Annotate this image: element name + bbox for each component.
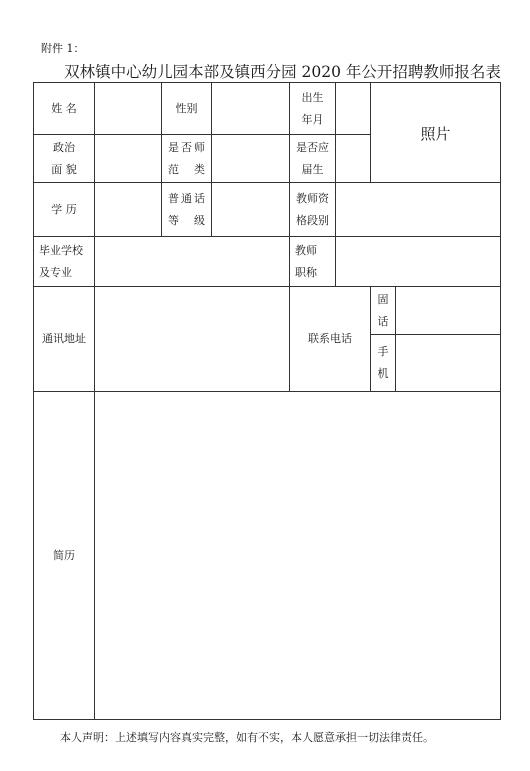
qualification-field[interactable] xyxy=(336,183,501,237)
attachment-label: 附件 1： xyxy=(41,42,85,55)
birth-field[interactable] xyxy=(336,83,371,135)
name-label: 姓 名 xyxy=(34,83,95,135)
gender-field[interactable] xyxy=(212,83,290,135)
declaration-statement: 本人声明：上述填写内容真实完整，如有不实，本人愿意承担一切法律责任。 xyxy=(60,731,434,744)
qualification-label: 教师资 格段别 xyxy=(290,183,336,237)
landline-label: 固 话 xyxy=(371,287,396,335)
phone-label: 联系电话 xyxy=(290,287,371,392)
mandarin-label: 普通话 等级 xyxy=(162,183,212,237)
name-field[interactable] xyxy=(95,83,162,135)
normal-school-label: 是否师 范类 xyxy=(162,135,212,183)
school-major-label: 毕业学校 及专业 xyxy=(34,237,95,287)
education-label: 学 历 xyxy=(34,183,95,237)
resume-field[interactable] xyxy=(95,392,501,720)
mandarin-field[interactable] xyxy=(212,183,290,237)
photo-box[interactable]: 照片 xyxy=(371,83,501,183)
birth-label: 出生 年月 xyxy=(290,83,336,135)
teacher-title-field[interactable] xyxy=(336,237,501,287)
landline-field[interactable] xyxy=(396,287,501,335)
political-field[interactable] xyxy=(95,135,162,183)
school-major-field[interactable] xyxy=(95,237,290,287)
address-field[interactable] xyxy=(95,287,290,392)
teacher-title-label: 教师 职称 xyxy=(290,237,336,287)
form-title: 双林镇中心幼儿园本部及镇西分园 2020 年公开招聘教师报名表 xyxy=(64,63,501,81)
resume-label: 简历 xyxy=(34,392,95,720)
gender-label: 性别 xyxy=(162,83,212,135)
fresh-graduate-field[interactable] xyxy=(336,135,371,183)
political-label: 政治 面 貌 xyxy=(34,135,95,183)
education-field[interactable] xyxy=(95,183,162,237)
fresh-graduate-label: 是否应 届生 xyxy=(290,135,336,183)
address-label: 通讯地址 xyxy=(34,287,95,392)
registration-form-table xyxy=(33,82,501,720)
mobile-field[interactable] xyxy=(396,335,501,392)
normal-school-field[interactable] xyxy=(212,135,290,183)
mobile-label: 手 机 xyxy=(371,335,396,392)
